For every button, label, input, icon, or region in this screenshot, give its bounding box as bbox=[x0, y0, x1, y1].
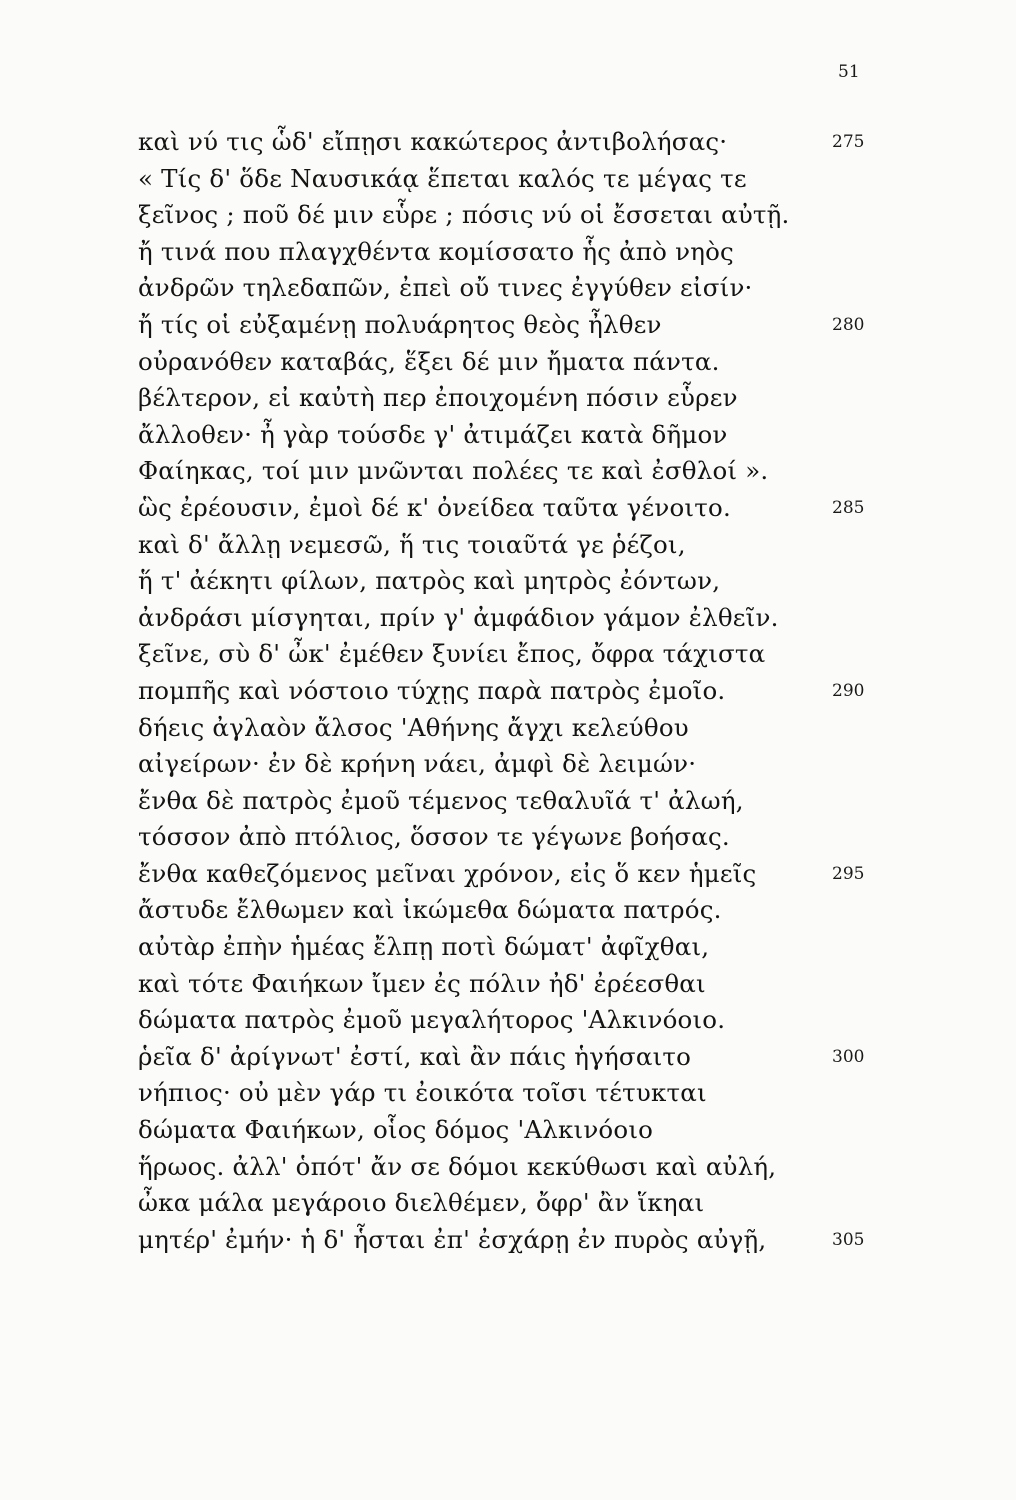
verse-text: Φαίηκας, τοί μιν μνῶνται πολέες τε καὶ ἐσθλοί ». bbox=[138, 456, 769, 486]
verse-line bbox=[0, 636, 1016, 673]
verse-text: αὐτὰρ ἐπὴν ἡμέας ἔλπῃ ποτὶ δώματ' ἀφῖχθαι, bbox=[138, 932, 710, 962]
verse-text: καὶ τότε Φαιήκων ἴμεν ἐς πόλιν ἠδ' ἐρέεσθαι bbox=[138, 968, 706, 998]
verse-text: ὦκα μάλα μεγάροιο διελθέμεν, ὄφρ' ἂν ἵκηαι bbox=[138, 1188, 705, 1218]
verse-text: ἄστυδε ἔλθωμεν καὶ ἱκώμεθα δώματα πατρός. bbox=[138, 895, 722, 925]
verse-text: ἔνθα καθεζόμενος μεῖναι χρόνον, εἰς ὅ κεν ἡμεῖς bbox=[138, 858, 757, 888]
verse-text: τόσσον ἀπὸ πτόλιος, ὅσσον τε γέγωνε βοήσας. bbox=[138, 822, 730, 852]
verse-text: δώματα Φαιήκων, οἷος δόμος 'Αλκινόοιο bbox=[138, 1115, 654, 1145]
verse-line bbox=[0, 1112, 1016, 1149]
verse-line bbox=[0, 380, 1016, 417]
verse-text: νήπιος· οὐ μὲν γάρ τι ἐοικότα τοῖσι τέτυκται bbox=[138, 1078, 707, 1108]
verse-line bbox=[0, 856, 1016, 893]
verse-text: ἤ τίς οἱ εὐξαμένῃ πολυάρητος θεὸς ἦλθεν bbox=[138, 309, 662, 339]
verse-line bbox=[0, 1075, 1016, 1112]
verse-line bbox=[0, 673, 1016, 710]
verse-line bbox=[0, 490, 1016, 527]
verse-number: 305 bbox=[832, 1229, 865, 1250]
verse-text: ἀνδρῶν τηλεδαπῶν, ἐπεὶ οὔ τινες ἐγγύθεν εἰσίν· bbox=[138, 273, 753, 303]
verse-line bbox=[0, 783, 1016, 820]
verse-text: πομπῆς καὶ νόστοιο τύχῃς παρὰ πατρὸς ἐμοῖο. bbox=[138, 675, 726, 705]
verse-text: ἀνδράσι μίσγηται, πρίν γ' ἀμφάδιον γάμον ἐλθεῖν. bbox=[138, 602, 779, 632]
verse-line bbox=[0, 892, 1016, 929]
verse-text: καὶ δ' ἄλλῃ νεμεσῶ, ἥ τις τοιαῦτά γε ῥέζοι, bbox=[138, 529, 686, 559]
verse-line bbox=[0, 344, 1016, 381]
verse-line bbox=[0, 929, 1016, 966]
verse-line bbox=[0, 563, 1016, 600]
verse-line bbox=[0, 417, 1016, 454]
verse-text: ἥρωος. ἀλλ' ὁπότ' ἄν σε δόμοι κεκύθωσι καὶ αὐλή, bbox=[138, 1151, 777, 1181]
verse-line bbox=[0, 1002, 1016, 1039]
verse-line bbox=[0, 161, 1016, 198]
verse-number: 285 bbox=[832, 497, 865, 518]
verse-text: μητέρ' ἐμήν· ἡ δ' ἧσται ἐπ' ἐσχάρῃ ἐν πυρὸς αὐγῇ, bbox=[138, 1224, 767, 1254]
verse-text: δήεις ἀγλαὸν ἄλσος 'Αθήνης ἄγχι κελεύθου bbox=[138, 712, 689, 742]
verse-number: 290 bbox=[832, 680, 865, 701]
verse-line bbox=[0, 1222, 1016, 1259]
verse-text: ἔνθα δὲ πατρὸς ἐμοῦ τέμενος τεθαλυῖά τ' ἀλωή, bbox=[138, 785, 744, 815]
verse-text: βέλτερον, εἰ καὐτὴ περ ἐποιχομένη πόσιν εὗρεν bbox=[138, 383, 738, 413]
verse-number: 280 bbox=[832, 314, 865, 335]
verse-line bbox=[0, 819, 1016, 856]
verse-text: ξεῖνος ; ποῦ δέ μιν εὗρε ; πόσις νύ οἱ ἔσσεται αὐτῇ. bbox=[138, 200, 790, 230]
verse-number: 295 bbox=[832, 863, 865, 884]
verse-line bbox=[0, 124, 1016, 161]
verse-line bbox=[0, 1039, 1016, 1076]
verse-line bbox=[0, 600, 1016, 637]
verse-text: δώματα πατρὸς ἐμοῦ μεγαλήτορος 'Αλκινόοιο. bbox=[138, 1005, 726, 1035]
verse-line bbox=[0, 234, 1016, 271]
verse-text: ῥεῖα δ' ἀρίγνωτ' ἐστί, καὶ ἂν πάις ἡγήσαιτο bbox=[138, 1041, 692, 1071]
verse-text: καὶ νύ τις ὧδ' εἴπῃσι κακώτερος ἀντιβολήσας· bbox=[138, 127, 728, 156]
verse-text: « Τίς δ' ὅδε Ναυσικάᾳ ἕπεται καλός τε μέγας τε bbox=[138, 163, 747, 193]
verse-line bbox=[0, 527, 1016, 564]
verse-text: ξεῖνε, σὺ δ' ὦκ' ἐμέθεν ξυνίει ἔπος, ὄφρα τάχιστα bbox=[138, 639, 766, 669]
verse-line bbox=[0, 270, 1016, 307]
page-number: 51 bbox=[838, 62, 860, 82]
verse-text: ἄλλοθεν· ἦ γὰρ τούσδε γ' ἀτιμάζει κατὰ δῆμον bbox=[138, 419, 728, 449]
verse-text: αἰγείρων· ἐν δὲ κρήνη νάει, ἀμφὶ δὲ λειμών· bbox=[138, 749, 697, 779]
verse-text: ἤ τινά που πλαγχθέντα κομίσσατο ἧς ἀπὸ νηὸς bbox=[138, 236, 734, 266]
verse-line bbox=[0, 710, 1016, 747]
verse-number: 300 bbox=[832, 1046, 865, 1067]
verse-line bbox=[0, 746, 1016, 783]
verse-text: ἥ τ' ἀέκητι φίλων, πατρὸς καὶ μητρὸς ἐόντων, bbox=[138, 566, 721, 596]
verse-line bbox=[0, 1149, 1016, 1186]
verse-line bbox=[0, 197, 1016, 234]
verse-text: ὣς ἐρέουσιν, ἐμοὶ δέ κ' ὀνείδεα ταῦτα γένοιτο. bbox=[138, 492, 731, 522]
verse-line bbox=[0, 307, 1016, 344]
verse-line bbox=[0, 453, 1016, 490]
verse-line bbox=[0, 1185, 1016, 1222]
verse-number: 275 bbox=[832, 132, 865, 152]
verse-line bbox=[0, 966, 1016, 1003]
verse-text: οὐρανόθεν καταβάς, ἕξει δέ μιν ἤματα πάντα. bbox=[138, 346, 720, 376]
verse-block bbox=[0, 124, 1016, 1258]
